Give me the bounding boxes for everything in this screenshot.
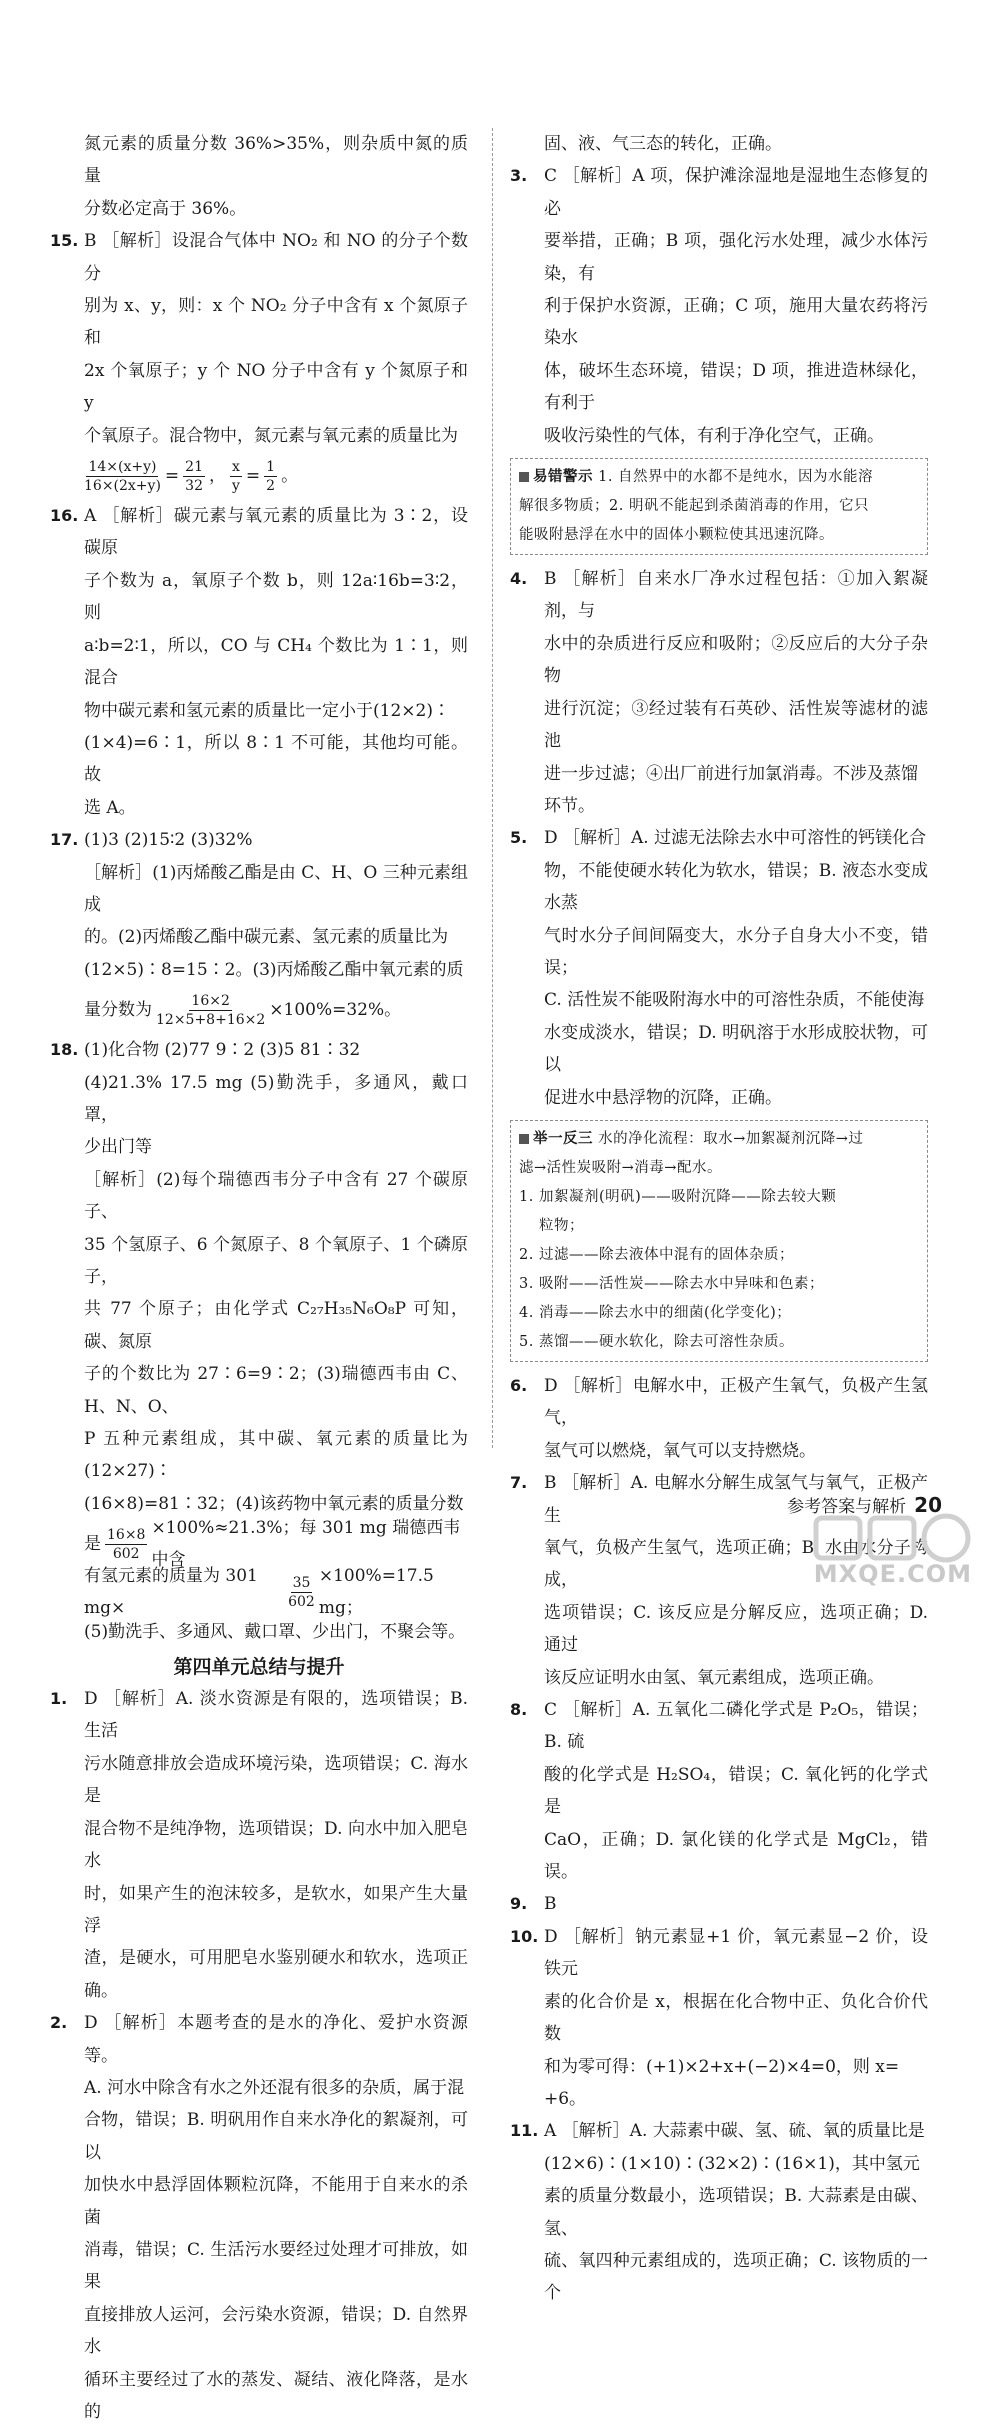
- text-line: 氢气可以燃烧，氧气可以支持燃烧。: [544, 1440, 816, 1461]
- text-line: 素的质量分数最小，选项错误；B. 大蒜素是由碳、氢、: [544, 2186, 928, 2239]
- text-line: 35 个氢原子、6 个氮原子、8 个氧原子、1 个磷原子，: [84, 1234, 468, 1287]
- page-number: 20: [914, 1493, 942, 1517]
- hydrogen-mass-formula: [84, 1565, 468, 1619]
- text-line: 吸收污染性的气体，有利于净化空气，正确。: [544, 425, 884, 446]
- text-line: 能吸附悬浮在水中的固体小颗粒使其迅速沉降。: [519, 527, 834, 544]
- note-tag: 易错警示: [519, 469, 593, 485]
- text-line: D ［解析］钠元素显+1 价，氧元素显−2 价，设铁元: [544, 1926, 928, 1980]
- text-line: P 五种元素组成，其中碳、氧元素的质量比为(12×27)∶: [84, 1429, 468, 1482]
- question-number: 2.: [50, 2013, 68, 2033]
- text-line: 促进水中悬浮物的沉降，正确。: [544, 1087, 782, 1108]
- mass-fraction-formula: [84, 986, 468, 1034]
- text-line: 水变成淡水，错误；D. 明矾溶于水形成胶状物，可以: [544, 1022, 928, 1076]
- question-number: 4.: [510, 569, 528, 589]
- fraction: $\frac{16\times 2}{12\times 5+8+16\times 2}$: [156, 992, 266, 1028]
- text-line: 混合物不是纯净物，选项错误；D. 向水中加入肥皂水: [84, 1818, 468, 1872]
- question-number: 18.: [50, 1040, 79, 1060]
- text-line: 个氧原子。混合物中，氮元素与氧元素的质量比为: [84, 425, 458, 446]
- footer-label: 参考答案与解析: [787, 1497, 907, 1517]
- watermark-text: MXQE.COM: [813, 1560, 972, 1588]
- question-s6: [510, 1370, 928, 1467]
- text-line: D ［解析］本题考查的是水的净化、爱护水资源等。: [84, 2013, 468, 2066]
- equals-sign: =: [164, 465, 180, 486]
- text-line: 氧气，负极产生氢气，选项正确；B. 水由水分子构成，: [544, 1538, 928, 1591]
- text-line: 少出门等: [84, 1137, 152, 1158]
- separator: ，: [209, 465, 226, 486]
- ratio-formula: [84, 452, 468, 500]
- question-s11: [510, 2115, 928, 2309]
- text-line: (12×6)∶(1×10)∶(32×2)∶(16×1)，其中氢元: [544, 2153, 920, 2174]
- text-line: 进行沉淀；③经过装有石英砂、活性炭等滤材的滤池: [544, 698, 928, 752]
- text-fragment: ×100%≈21.3%；每 301 mg 瑞德西韦中含: [151, 1517, 461, 1571]
- text-line: 体，破坏生态环境，错误；D 项，推进造林绿化，有利于: [544, 360, 928, 414]
- question-number: 17.: [50, 830, 79, 850]
- text-line: 气时水分子间间隔变大，水分子自身大小不变，错误；: [544, 925, 928, 978]
- fraction: $\frac{1}{2}$: [266, 458, 276, 494]
- fraction: $\frac{14\times(x+y)}{16\times(2x+y)}$: [84, 458, 161, 494]
- question-15: [50, 225, 468, 500]
- text-line: (1×4)=6∶1，所以 8∶1 不可能，其他均可能。故: [84, 732, 468, 786]
- text-line: 环节。: [544, 795, 595, 816]
- text-line: 选项错误；C. 该反应是分解反应，选项正确；D. 通过: [544, 1602, 928, 1656]
- text-line: CaO，正确；D. 氯化镁的化学式是 MgCl₂，错误。: [544, 1829, 928, 1883]
- text-line: 利于保护水资源，正确；C 项，施用大量农药将污染水: [544, 296, 928, 349]
- text-line: A ［解析］A. 大蒜素中碳、氢、硫、氧的质量比是: [544, 2121, 925, 2142]
- text-line: 分数必定高于 36%。: [84, 198, 247, 219]
- text-line: 物中碳元素和氢元素的质量比一定小于(12×2)∶: [84, 700, 450, 721]
- question-16: [50, 500, 468, 824]
- question-number: 6.: [510, 1375, 528, 1395]
- question-s2: [50, 2007, 468, 2428]
- right-column: [510, 128, 928, 2310]
- text-line: 别为 x、y，则：x 个 NO₂ 分子中含有 x 个氮原子和: [84, 296, 468, 349]
- left-column: [50, 128, 468, 2428]
- extension-note: [510, 1120, 928, 1362]
- question-s5: [510, 822, 928, 1114]
- text-line: 共 77 个原子；由化学式 C₂₇H₃₅N₆O₈P 可知，碳、氮原: [84, 1299, 468, 1352]
- note-item: 粒物；: [539, 1217, 584, 1234]
- text-line: ［解析］(2)每个瑞德西韦分子中含有 27 个碳原子、: [84, 1169, 468, 1223]
- q14-continuation: [50, 128, 468, 225]
- error-warning-note: [510, 458, 928, 555]
- text-line: C. 活性炭不能吸附海水中的可溶性杂质，不能使海: [544, 990, 925, 1011]
- text-line: B: [544, 1894, 557, 1915]
- text-line: C ［解析］A 项，保护滩涂湿地是湿地生态修复的必: [544, 166, 928, 219]
- text-line: 消毒，错误；C. 生活污水要经过处理才可排放，如果: [84, 2239, 468, 2293]
- text-line: 加快水中悬浮固体颗粒沉降，不能用于自来水的杀菌: [84, 2175, 468, 2228]
- text-line: B ［解析］设混合气体中 NO₂ 和 NO 的分子个数分: [84, 231, 468, 284]
- question-s3: [510, 160, 928, 452]
- text-line: ［解析］(1)丙烯酸乙酯是由 C、H、O 三种元素组成: [84, 862, 468, 915]
- question-number: 5.: [510, 828, 528, 848]
- text-line: 固、液、气三态的转化，正确。: [544, 134, 782, 154]
- text-line: 和为零可得：(+1)×2+x+(−2)×4=0，则 x=: [544, 2056, 900, 2077]
- text-line: B ［解析］A. 电解水分解生成氢气与氧气，正极产生: [544, 1473, 928, 1526]
- fraction: $\frac{21}{32}$: [185, 458, 203, 494]
- text-line: B ［解析］自来水厂净水过程包括：①加入絮凝剂，与: [544, 569, 928, 622]
- fraction: $\frac{16\times 8}{602}$: [107, 1526, 146, 1562]
- text-line: 直接排放人运河，会污染水资源，错误；D. 自然界水: [84, 2304, 468, 2358]
- question-s9: [510, 1888, 928, 1920]
- fraction: $\frac{x}{y}$: [231, 458, 240, 494]
- text-line: 污水随意排放会造成环境污染，选项错误；C. 海水是: [84, 1753, 468, 1807]
- text-line: 循环主要经过了水的蒸发、凝结、液化降落，是水的: [84, 2369, 468, 2422]
- text-line: (16×8)=81∶32；(4)该药物中氧元素的质量分数: [84, 1493, 464, 1514]
- section-title: 第四单元总结与提升: [173, 1655, 345, 1678]
- text-line: 2x 个氧原子；y 个 NO 分子中含有 y 个氮原子和 y: [84, 360, 468, 414]
- note-item: 5. 蒸馏——硬水软化，除去可溶性杂质。: [519, 1333, 794, 1350]
- text-line: (1)3 (2)15∶2 (3)32%: [84, 830, 253, 851]
- equals-sign: =: [245, 465, 261, 486]
- text-line: (4)21.3% 17.5 mg (5)勤洗手，多通风，戴口罩，: [84, 1072, 468, 1125]
- question-number: 8.: [510, 1700, 528, 1720]
- text-fragment: ×100%=32%。: [269, 999, 402, 1020]
- text-line: 素的化合价是 x，根据在化合物中正、负化合价代数: [544, 1991, 928, 2045]
- question-s4: [510, 563, 928, 822]
- question-number: 15.: [50, 231, 79, 251]
- text-line: 渣，是硬水，可用肥皂水鉴别硬水和软水，选项正确。: [84, 1948, 468, 2001]
- text-line: A. 河水中除含有水之外还混有很多的杂质，属于混: [84, 2077, 465, 2098]
- text-line: 硫、氧四种元素组成的，选项正确；C. 该物质的一个: [544, 2250, 928, 2304]
- text-line: (1)化合物 (2)77 9∶2 (3)5 81∶32: [84, 1040, 361, 1061]
- note-item: 1. 加絮凝剂(明矾)——吸附沉降——除去较大颗: [519, 1188, 837, 1205]
- text-line: 子个数为 a，氧原子个数 b，则 12a∶16b=3∶2，则: [84, 570, 468, 624]
- note-tag: 举一反三: [519, 1131, 593, 1147]
- text-fragment: 是: [84, 1534, 101, 1555]
- question-s8: [510, 1694, 928, 1888]
- text-line: (12×5)∶8=15∶2。(3)丙烯酸乙酯中氧元素的质: [84, 959, 464, 980]
- text-fragment: ×100%=17.5 mg；: [318, 1565, 434, 1619]
- text-line: 水中的杂质进行反应和吸附；②反应后的大分子杂物: [544, 633, 928, 687]
- text-line: 水的净化流程：取水→加絮凝剂沉降→过: [598, 1130, 864, 1147]
- question-number: 7.: [510, 1473, 528, 1493]
- question-18: [50, 1034, 468, 1649]
- question-number: 11.: [510, 2121, 539, 2141]
- text-line: 解很多物质；2. 明矾不能起到杀菌消毒的作用，它只: [519, 498, 869, 515]
- text-line: 的。(2)丙烯酸乙酯中碳元素、氢元素的质量比为: [84, 927, 449, 948]
- s2-continuation: [510, 128, 928, 160]
- text-line: A ［解析］碳元素与氧元素的质量比为 3∶2，设碳原: [84, 506, 468, 559]
- note-item: 2. 过滤——除去液体中混有的固体杂质；: [519, 1246, 794, 1263]
- column-divider: [492, 128, 493, 1448]
- text-line: 选 A。: [84, 797, 136, 818]
- question-number: 3.: [510, 166, 528, 186]
- text-line: 酸的化学式是 H₂SO₄，错误；C. 氧化钙的化学式是: [544, 1764, 928, 1818]
- text-line: C ［解析］A. 五氧化二磷化学式是 P₂O₅，错误；B. 硫: [544, 1700, 928, 1753]
- text-line: 要举措，正确；B 项，强化污水处理，减少水体污染，有: [544, 231, 928, 284]
- period: 。: [281, 465, 299, 486]
- text-line: 该反应证明水由氢、氧元素组成，选项正确。: [544, 1667, 884, 1688]
- text-line: 合物，错误；B. 明矾用作自来水净化的絮凝剂，可以: [84, 2110, 468, 2163]
- text-line: 时，如果产生的泡沫较多，是软水，如果产生大量浮: [84, 1883, 468, 1936]
- question-s1: [50, 1683, 468, 2007]
- text-line: +6。: [544, 2088, 587, 2109]
- text-line: (5)勤洗手、多通风、戴口罩、少出门，不聚会等。: [84, 1622, 466, 1643]
- question-17: [50, 824, 468, 1034]
- question-number: 1.: [50, 1689, 68, 1709]
- text-line: a∶b=2∶1，所以，CO 与 CH₄ 个数比为 1∶1，则混合: [84, 635, 468, 689]
- note-item: 4. 消毒——除去水中的细菌(化学变化)；: [519, 1304, 792, 1321]
- question-s10: [510, 1921, 928, 2115]
- text-fragment: 量分数为: [84, 999, 152, 1020]
- question-number: 10.: [510, 1926, 539, 1946]
- text-line: D ［解析］A. 淡水资源是有限的，选项错误；B. 生活: [84, 1689, 468, 1742]
- question-number: 16.: [50, 506, 79, 526]
- text-line: D ［解析］A. 过滤无法除去水中可溶性的钙镁化合: [544, 828, 927, 849]
- text-line: 进一步过滤；④出厂前进行加氯消毒。不涉及蒸馏: [544, 763, 918, 784]
- text-line: 1. 自然界中的水都不是纯水，因为水能溶: [598, 469, 874, 486]
- text-line: 物，不能使硬水转化为软水，错误；B. 液态水变成水蒸: [544, 860, 928, 914]
- text-fragment: 有氢元素的质量为 301 mg×: [84, 1565, 258, 1619]
- question-number: 9.: [510, 1894, 528, 1914]
- text-line: 滤→活性炭吸附→消毒→配水。: [519, 1159, 722, 1176]
- text-line: 子的个数比为 27∶6=9∶2；(3)瑞德西韦由 C、H、N、O、: [84, 1364, 468, 1417]
- text-line: 氮元素的质量分数 36%>35%，则杂质中氮的质量: [84, 134, 468, 187]
- note-item: 3. 吸附——活性炭——除去水中异味和色素；: [519, 1275, 824, 1292]
- text-line: D ［解析］电解水中，正极产生氧气，负极产生氢气，: [544, 1375, 928, 1429]
- fraction: $\frac{35}{602}$: [288, 1574, 315, 1610]
